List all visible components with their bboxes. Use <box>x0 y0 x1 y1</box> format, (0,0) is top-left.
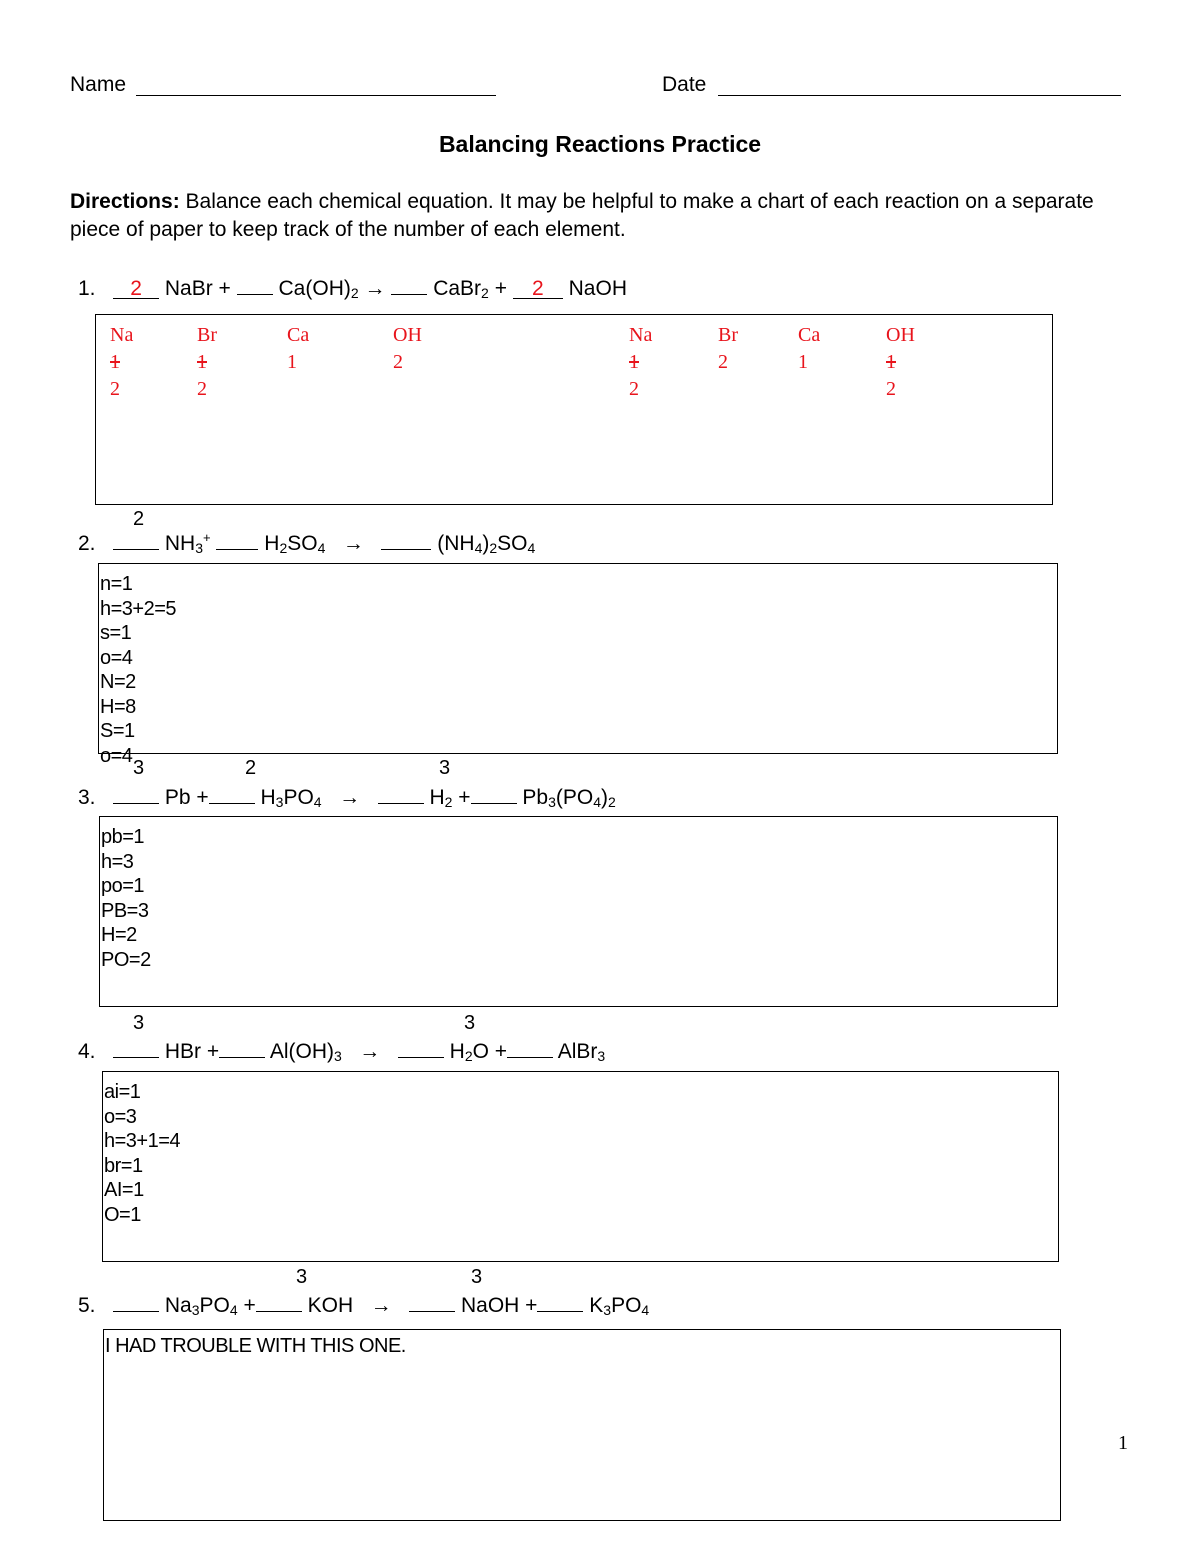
directions <box>70 188 1130 244</box>
tally-count: 1 <box>629 351 639 373</box>
coefficient-blank[interactable]: 2 <box>513 280 563 299</box>
coefficient-blank[interactable] <box>381 531 431 550</box>
note-line: S=1 <box>100 720 135 742</box>
tally-count: 1 <box>886 351 896 373</box>
coefficient-blank[interactable] <box>507 1039 553 1058</box>
term: CaBr <box>433 277 482 300</box>
term: NaBr + <box>164 277 231 300</box>
tally-column-left <box>110 322 133 403</box>
coefficient-note: 3 <box>296 1266 308 1288</box>
tally-count: 1 <box>798 351 808 373</box>
work-box-3[interactable] <box>99 816 1058 1007</box>
note-line: h=3+1=4 <box>104 1130 181 1152</box>
note-line: po=1 <box>101 875 145 897</box>
note-line: pb=1 <box>101 826 145 848</box>
tally-count-corrected: 2 <box>629 378 639 400</box>
coefficient-note: 2 <box>133 508 145 530</box>
directions-text: Balance each chemical equation. It may be helpful to make a chart of each reaction on a separate piece of paper to keep track of the number of each element. <box>70 190 1094 241</box>
term: + <box>494 277 507 300</box>
arrow-icon: → <box>364 277 386 300</box>
tally-column-right <box>798 322 820 376</box>
work-box-2[interactable] <box>98 563 1058 767</box>
coefficient-blank[interactable]: 2 <box>113 280 159 299</box>
note-line: I HAD TROUBLE WITH THIS ONE. <box>105 1335 406 1357</box>
date-field[interactable] <box>718 95 1121 96</box>
tally-count-corrected: 2 <box>110 378 120 400</box>
problem-number: 2. <box>78 532 96 555</box>
tally-column-left <box>197 322 217 403</box>
tally-count: 2 <box>718 351 728 373</box>
coefficient-blank[interactable] <box>113 1293 159 1312</box>
problem-number: 1. <box>78 277 96 300</box>
coefficient-blank[interactable] <box>471 785 517 804</box>
coefficient-blank[interactable] <box>378 785 424 804</box>
note-line: n=1 <box>100 573 133 595</box>
tally-element: Ca <box>798 324 821 346</box>
note-line: AI=1 <box>104 1179 144 1201</box>
note-line: ai=1 <box>104 1081 141 1103</box>
note-line: h=3 <box>101 850 134 873</box>
note-line: H=8 <box>100 695 136 718</box>
directions-label: Directions: <box>70 190 180 213</box>
note-line: PB=3 <box>101 899 149 922</box>
coefficient-blank[interactable] <box>237 276 273 295</box>
tally-element: Na <box>629 324 653 346</box>
note-line: h=3+2=5 <box>100 597 177 620</box>
coefficient-blank[interactable] <box>113 1039 159 1058</box>
coefficient-blank[interactable] <box>537 1293 583 1312</box>
page-title: Balancing Reactions Practice <box>438 131 762 157</box>
problem-number: 3. <box>78 786 96 809</box>
tally-count: 1 <box>110 351 120 373</box>
coefficient-note: 3 <box>471 1266 483 1288</box>
coefficient-note: 3 <box>133 1012 145 1034</box>
tally-element: Br <box>718 324 738 346</box>
page-number: 1 <box>1118 1432 1128 1454</box>
tally-element: OH <box>393 324 422 346</box>
coefficient-blank[interactable] <box>216 531 258 550</box>
coefficient-note: 3 <box>439 757 451 779</box>
problem-number: 5. <box>78 1294 96 1317</box>
name-label: Name <box>70 73 127 96</box>
note-line: br=1 <box>104 1154 143 1177</box>
coefficient-blank[interactable] <box>409 1293 455 1312</box>
name-field[interactable] <box>136 95 496 96</box>
coefficient-blank[interactable] <box>391 276 427 295</box>
note-line: N=2 <box>100 671 136 693</box>
tally-count: 1 <box>287 351 297 373</box>
arrow-icon: → <box>342 532 364 555</box>
equation-4: 4. HBr + $Al(OH)_3$ → $H_2O$ + AlBr$_3$ <box>78 1040 606 1064</box>
tally-column-left <box>393 322 422 376</box>
coefficient-note: 2 <box>245 757 257 779</box>
coefficient-blank[interactable] <box>219 1039 265 1058</box>
coefficient-blank[interactable] <box>256 1293 302 1312</box>
note-line: PO=2 <box>101 948 151 971</box>
arrow-icon: → <box>339 786 361 809</box>
term: Ca(OH) <box>278 277 351 300</box>
work-box-4[interactable] <box>102 1071 1059 1262</box>
tally-element: Ca <box>287 324 310 346</box>
equation-2: 2. $NH_3^+$ $H_2SO_4$ → $(NH_4)_2SO_4$ <box>78 530 536 556</box>
coefficient-blank[interactable] <box>398 1039 444 1058</box>
tally-column-right <box>629 322 652 403</box>
date-label: Date <box>662 73 707 96</box>
tally-element: Na <box>110 324 134 346</box>
tally-count-corrected: 2 <box>886 378 896 400</box>
tally-element: OH <box>886 324 915 346</box>
term: NaOH <box>568 277 627 300</box>
note-line: O=1 <box>104 1203 141 1226</box>
equation-5: 5. $Na_3PO_4$ + KOH → NaOH + $K_3PO_4$ <box>78 1294 650 1318</box>
arrow-icon: → <box>370 1294 392 1317</box>
tally-element: Br <box>197 324 217 346</box>
coefficient-note: 3 <box>464 1012 476 1034</box>
equation-3: 3. $Pb + H_3PO_4$ → $H_2 + Pb_3(PO_4)_2$ <box>78 786 616 810</box>
note-line: o=4 <box>100 646 133 669</box>
problem-number: 4. <box>78 1040 96 1063</box>
coefficient-note: 3 <box>133 757 145 779</box>
note-line: o=4 <box>100 744 133 767</box>
coefficient-blank[interactable] <box>113 785 159 804</box>
tally-column-right <box>718 322 738 376</box>
tally-column-right <box>886 322 915 403</box>
note-line: o=3 <box>104 1105 137 1128</box>
coefficient-blank[interactable] <box>209 785 255 804</box>
tally-count-corrected: 2 <box>197 378 207 400</box>
note-line: s=1 <box>100 622 132 644</box>
arrow-icon: → <box>359 1040 381 1063</box>
tally-count: 1 <box>197 351 207 373</box>
work-box-5[interactable] <box>103 1329 1061 1521</box>
note-line: H=2 <box>101 924 137 946</box>
coefficient-blank[interactable] <box>113 531 159 550</box>
tally-column-left <box>287 322 309 376</box>
equation-1: 1. 2 NaBr + $Ca(OH)_2$ → CaBr$_2$ + 2 NaOH <box>78 277 627 301</box>
tally-count: 2 <box>393 351 403 373</box>
